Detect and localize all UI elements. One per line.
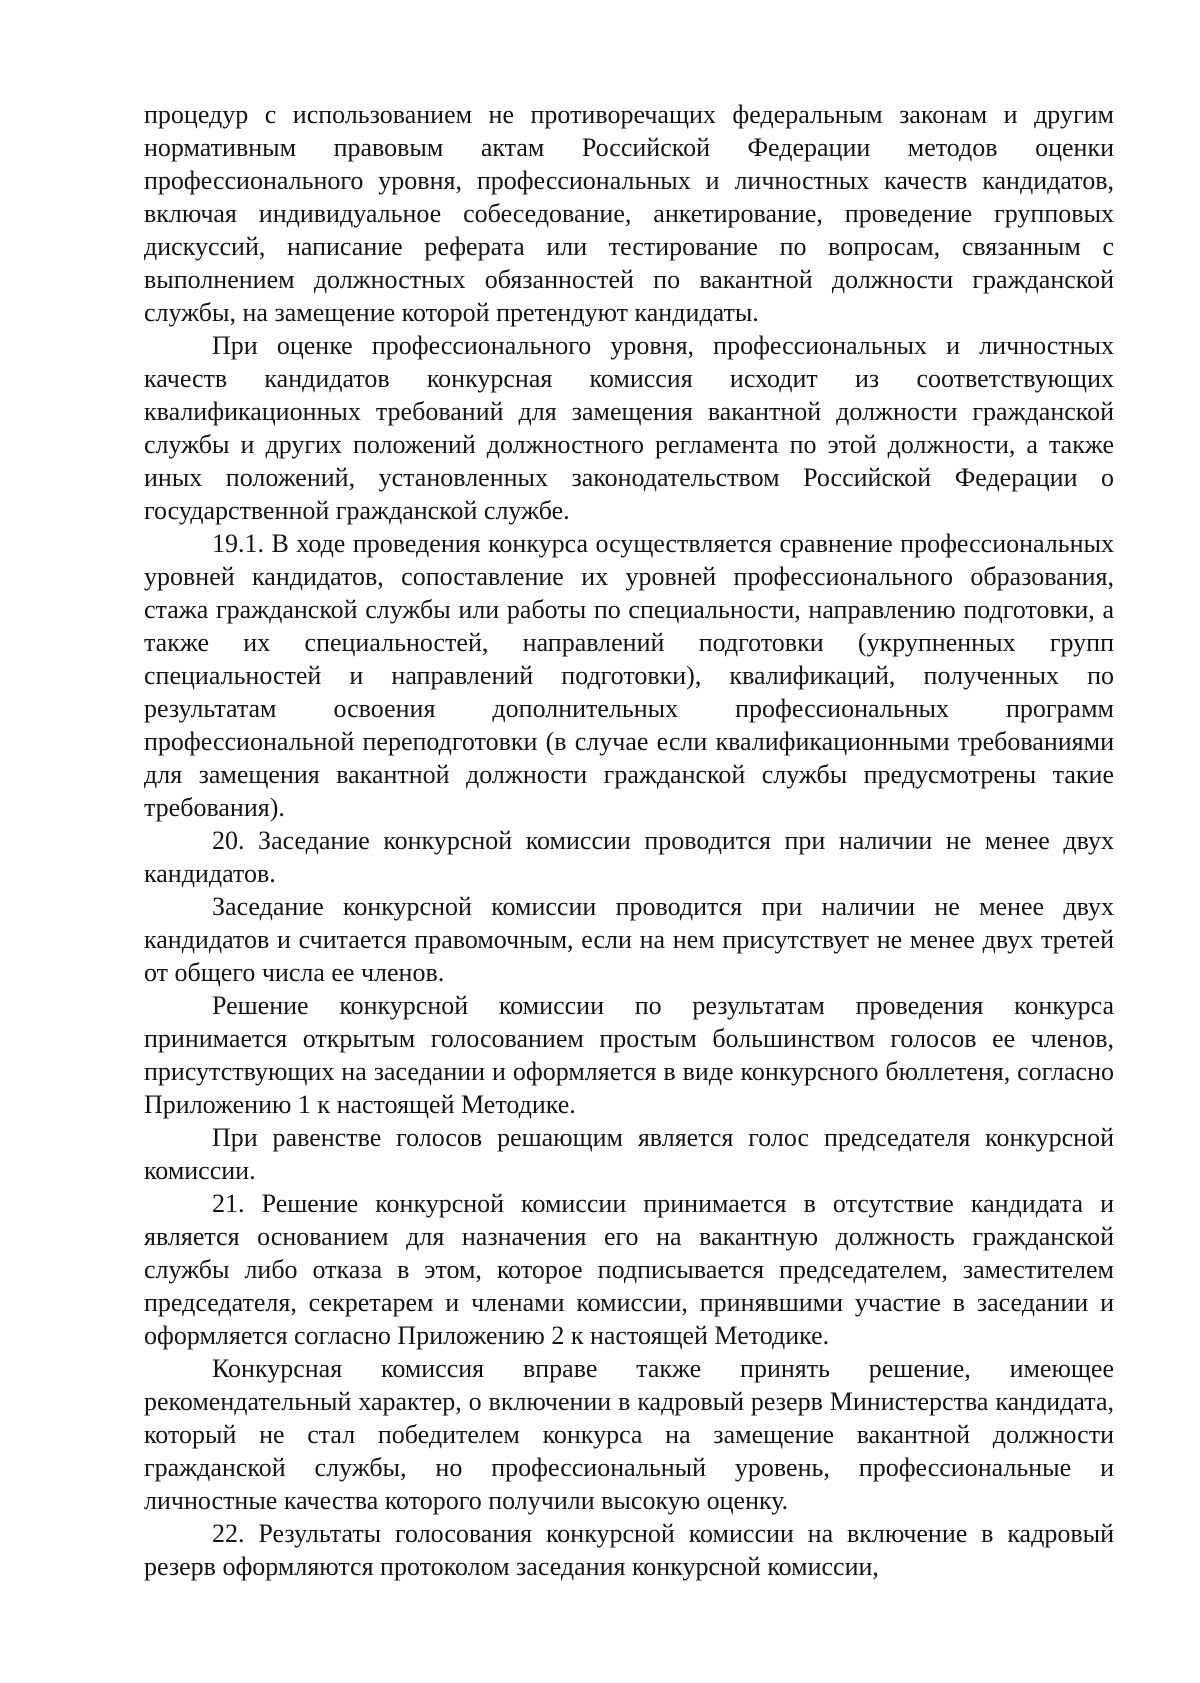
paragraph-assessment: При оценке профессионального уровня, профессиональных и личностных качеств кандидатов конкурсная комиссия исходит из соответствующих квалификационных требований для замещения вакантной должности гражданской службы и других положений должностного регламента по этой должности, а также иных положений, установленных законодательством Российской Федерации о государственной гражданской службе. — [144, 331, 1114, 525]
paragraph-22: 22. Результаты голосования конкурсной комиссии на включение в кадровый резерв оформляются протоколом заседания конкурсной комиссии, — [144, 1519, 1114, 1581]
paragraph-quorum: Заседание конкурсной комиссии проводится при наличии не менее двух кандидатов и считается правомочным, если на нем присутствует не менее двух третей от общего числа ее членов. — [144, 892, 1114, 987]
paragraph-21: 21. Решение конкурсной комиссии принимается в отсутствие кандидата и является основанием для назначения его на вакантную должность гражданской службы либо отказа в этом, которое подписывается председателем, заместителем председателя, секретарем и членами комиссии, принявшими участие в заседании и оформляется согласно Приложению 2 к настоящей Методике. — [144, 1189, 1114, 1350]
document-body — [144, 98, 1114, 1583]
paragraph-tie: При равенстве голосов решающим является голос председателя конкурсной комиссии. — [144, 1123, 1114, 1185]
paragraph-reserve: Конкурсная комиссия вправе также принять решение, имеющее рекомендательный характер, о включении в кадровый резерв Министерства кандидата, который не стал победителем конкурса на замещение вакантной должности гражданской службы, но профессиональный уровень, профессиональные и личностные качества которого получили высокую оценку. — [144, 1354, 1114, 1515]
paragraph-20: 20. Заседание конкурсной комиссии проводится при наличии не менее двух кандидатов. — [144, 826, 1114, 888]
paragraph-voting: Решение конкурсной комиссии по результатам проведения конкурса принимается открытым голосованием простым большинством голосов ее членов, присутствующих на заседании и оформляется в виде конкурсного бюллетеня, согласно Приложению 1 к настоящей Методике. — [144, 991, 1114, 1119]
paragraph-continuation: процедур с использованием не противоречащих федеральным законам и другим нормативным правовым актам Российской Федерации методов оценки профессионального уровня, профессиональных и личностных качеств кандидатов, включая индивидуальное собеседование, анкетирование, проведение групповых дискуссий, написание реферата или тестирование по вопросам, связанным с выполнением должностных обязанностей по вакантной должности гражданской службы, на замещение которой претендуют кандидаты. — [144, 100, 1114, 327]
paragraph-19-1: 19.1. В ходе проведения конкурса осуществляется сравнение профессиональных уровней кандидатов, сопоставление их уровней профессионального образования, стажа гражданской службы или работы по специальности, направлению подготовки, а также их специальностей, направлений подготовки (укрупненных групп специальностей и направлений подготовки), квалификаций, полученных по результатам освоения дополнительных профессиональных программ профессиональной переподготовки (в случае если квалификационными требованиями для замещения вакантной должности гражданской службы предусмотрены такие требования). — [144, 529, 1114, 822]
